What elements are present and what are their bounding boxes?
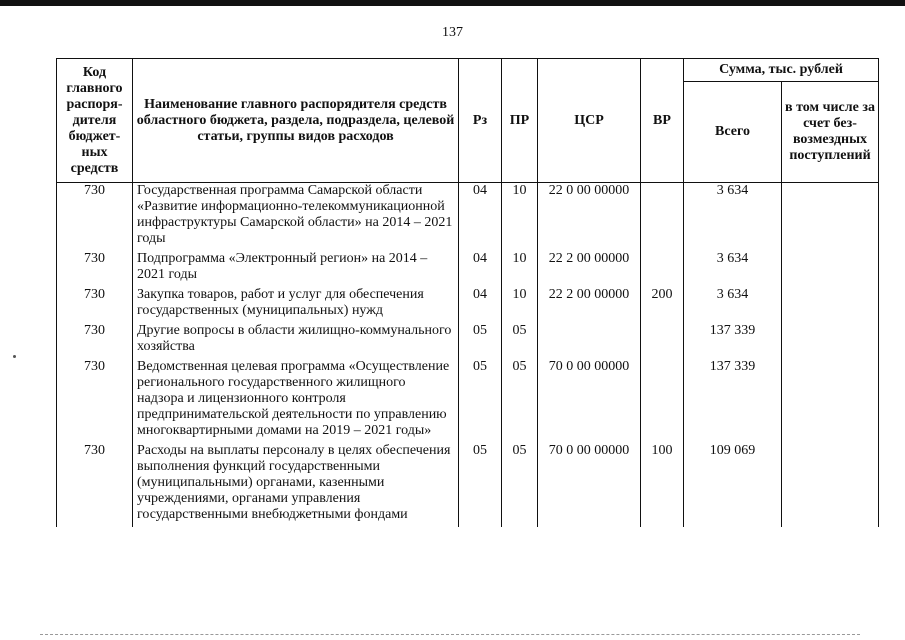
table-body — [57, 183, 879, 528]
cell-vr: 200 — [641, 287, 684, 323]
scan-top-border — [0, 0, 905, 6]
cell-vr — [641, 251, 684, 287]
cell-name: Закупка товаров, работ и услуг для обеспечения государственных (муниципальных) нужд — [133, 287, 459, 323]
cell-vr — [641, 183, 684, 252]
cell-vr — [641, 359, 684, 443]
cell-csr: 22 0 00 00000 — [538, 183, 641, 252]
cell-rz: 05 — [459, 323, 502, 359]
table-row — [57, 183, 879, 252]
cell-vr — [641, 323, 684, 359]
cell-total: 109 069 — [684, 443, 782, 527]
table-row — [57, 287, 879, 323]
cell-vr: 100 — [641, 443, 684, 527]
cell-total: 137 339 — [684, 359, 782, 443]
table-header — [57, 59, 879, 183]
cell-rz: 05 — [459, 359, 502, 443]
cell-pr: 10 — [502, 287, 538, 323]
header-incl-free: в том числе за счет без-возмездных поступлений — [782, 82, 879, 183]
cell-incl-free — [782, 443, 879, 527]
cell-code: 730 — [57, 183, 133, 252]
cell-csr: 70 0 00 00000 — [538, 359, 641, 443]
cell-incl-free — [782, 287, 879, 323]
header-sum-group: Сумма, тыс. рублей — [684, 59, 879, 82]
cell-pr: 05 — [502, 323, 538, 359]
cell-code: 730 — [57, 323, 133, 359]
cell-rz: 04 — [459, 251, 502, 287]
header-total: Всего — [684, 82, 782, 183]
cell-csr — [538, 323, 641, 359]
cell-incl-free — [782, 251, 879, 287]
cell-csr: 22 2 00 00000 — [538, 251, 641, 287]
cell-pr: 05 — [502, 443, 538, 527]
cell-pr: 05 — [502, 359, 538, 443]
cell-name: Другие вопросы в области жилищно-коммунального хозяйства — [133, 323, 459, 359]
header-pr: ПР — [502, 59, 538, 183]
cell-incl-free — [782, 183, 879, 252]
cell-code: 730 — [57, 287, 133, 323]
cell-name: Ведомственная целевая программа «Осуществление регионального государственного жилищного надзора и лицензионного контроля предпринимательской деятельности по управлению многоквартирными домами на 2019 – 2021 годы» — [133, 359, 459, 443]
scan-speck — [13, 355, 16, 358]
cell-pr: 10 — [502, 183, 538, 252]
header-code: Код главного распоря-дителя бюджет-ных средств — [57, 59, 133, 183]
cell-incl-free — [782, 359, 879, 443]
header-rz: Рз — [459, 59, 502, 183]
table-row — [57, 443, 879, 527]
cell-rz: 04 — [459, 287, 502, 323]
cell-csr: 70 0 00 00000 — [538, 443, 641, 527]
header-vr: ВР — [641, 59, 684, 183]
scan-bottom-edge — [40, 634, 860, 635]
page-number: 137 — [442, 25, 463, 40]
cell-total: 3 634 — [684, 251, 782, 287]
cell-code: 730 — [57, 443, 133, 527]
cell-pr: 10 — [502, 251, 538, 287]
header-csr: ЦСР — [538, 59, 641, 183]
budget-table — [56, 58, 879, 527]
table-row — [57, 251, 879, 287]
header-name: Наименование главного распорядителя средств областного бюджета, раздела, подраздела, целевой статьи, группы видов расходов — [133, 59, 459, 183]
cell-csr: 22 2 00 00000 — [538, 287, 641, 323]
cell-rz: 04 — [459, 183, 502, 252]
cell-total: 3 634 — [684, 183, 782, 252]
table-row — [57, 359, 879, 443]
cell-name: Подпрограмма «Электронный регион» на 2014 – 2021 годы — [133, 251, 459, 287]
cell-code: 730 — [57, 251, 133, 287]
cell-name: Расходы на выплаты персоналу в целях обеспечения выполнения функций государственными (муниципальными) органами, казенными учреждениями, органами управления государственными внебюджетными фондами — [133, 443, 459, 527]
cell-rz: 05 — [459, 443, 502, 527]
cell-incl-free — [782, 323, 879, 359]
cell-code: 730 — [57, 359, 133, 443]
table-row — [57, 323, 879, 359]
cell-total: 3 634 — [684, 287, 782, 323]
cell-name: Государственная программа Самарской области «Развитие информационно-телекоммуникационной инфраструктуры Самарской области» на 2014 – 2021 годы — [133, 183, 459, 252]
cell-total: 137 339 — [684, 323, 782, 359]
